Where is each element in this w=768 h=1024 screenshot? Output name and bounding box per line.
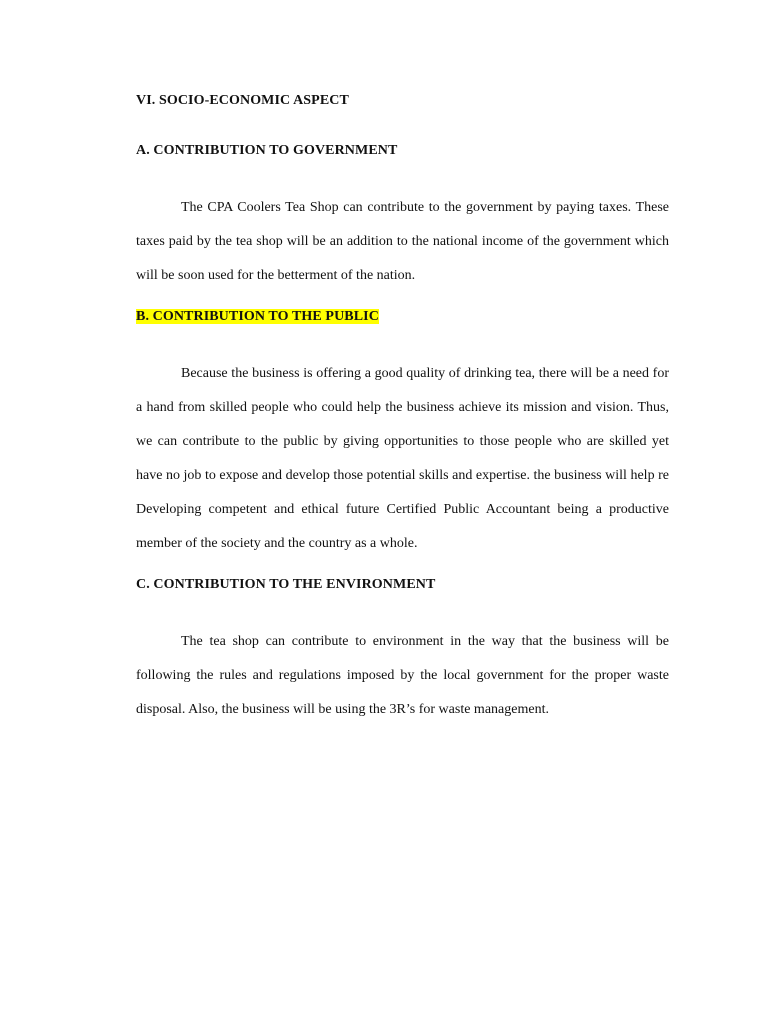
section-heading-public-text: B. CONTRIBUTION TO THE PUBLIC bbox=[136, 309, 379, 324]
document-title bbox=[136, 92, 669, 110]
section-heading-environment-text: C. CONTRIBUTION TO THE ENVIRONMENT bbox=[136, 577, 436, 592]
section-paragraph-public: Because the business is offering a good quality of drinking tea, there will be a need for a hand from skilled people who could help the business achieve its mission and vision. Thus, we can contribute to the public by giving opportunities to those people who are skilled yet have no job to expose and develop those potential skills and expertise. the business will help re Developing competent and ethical future Certified Public Accountant being a productive member of the society and the country as a whole. bbox=[136, 366, 669, 551]
section-paragraph-environment: The tea shop can contribute to environment in the way that the business will be following the rules and regulations imposed by the local government for the proper waste disposal. Also, the business will be using the 3R’s for waste management. bbox=[136, 634, 669, 717]
section-heading-public bbox=[136, 308, 669, 326]
section-heading-environment bbox=[136, 576, 669, 594]
section-heading-government bbox=[136, 142, 669, 160]
section-paragraph-government: The CPA Coolers Tea Shop can contribute to the government by paying taxes. These taxes paid by the tea shop will be an addition to the national income of the government which will be soon used for the betterment of the nation. bbox=[136, 200, 669, 283]
section-heading-government-text: A. CONTRIBUTION TO GOVERNMENT bbox=[136, 143, 398, 158]
document-content bbox=[136, 92, 669, 742]
document-title-text: VI. SOCIO-ECONOMIC ASPECT bbox=[136, 93, 349, 108]
